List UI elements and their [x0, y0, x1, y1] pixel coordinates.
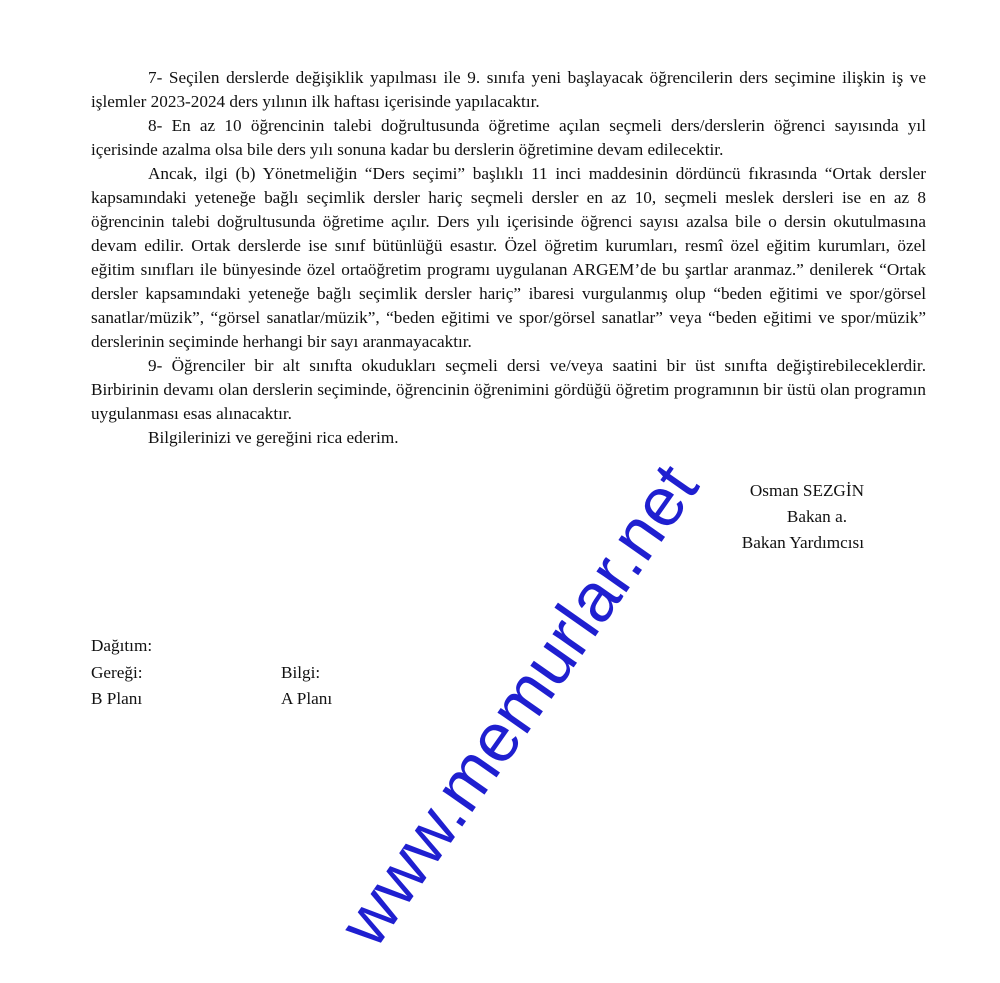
paragraph-8: 8- En az 10 öğrencinin talebi doğrultusunda öğretime açılan seçmeli ders/derslerin öğrenci sayısında yıl içerisinde azalma olsa bile ders yılı sonuna kadar bu derslerin öğretimine devam edilecektir.	[91, 116, 926, 159]
paragraph-9: 9- Öğrenciler bir alt sınıfta okudukları seçmeli dersi ve/veya saatini bir üst sınıfta değiştirebileceklerdir. Birbirinin devamı olan derslerin seçiminde, öğrencinin öğrenimini gördüğü öğretim programının bir üstü olan programın uygulanması esas alınacaktır.	[91, 356, 926, 423]
distribution-block	[91, 633, 491, 713]
signatory-name: Osman SEZGİN	[749, 481, 864, 500]
paragraph-8-continuation: Ancak, ilgi (b) Yönetmeliğin “Ders seçimi” başlıklı 11 inci maddesinin dördüncü fıkrasında “Ortak dersler kapsamındaki yeteneğe bağlı seçimlik dersler hariç seçmeli dersler en az 10, seçmeli meslek dersleri ise en az 8 öğrencinin talebi doğrultusunda öğretime açılır. Ders yılı içerisinde öğrenci sayısı azalsa bile o dersin okutulmasına devam edilir. Ortak derslerde ise sınıf bütünlüğü esastır. Özel öğretim kurumları, resmî özel eğitim kurumları, özel eğitim sınıfları ile bünyesinde özel ortaöğretim programı uygulanan ARGEM’de bu şartlar aranmaz.” denilerek “Ortak dersler kapsamındaki yeteneğe bağlı seçimlik dersler hariç” ibaresi vurgulanmış olup “beden eğitimi ve spor/görsel sanatlar/müzik”, “görsel sanatlar/müzik”, “beden eğitimi ve spor/görsel sanatlar” veya “beden eğitimi ve spor/müzik” derslerinin seçiminde herhangi bir sayı aranmayacaktır.	[91, 164, 926, 351]
signatory-title-on-behalf: Bakan a.	[786, 507, 847, 526]
signatory-title: Bakan Yardımcısı	[741, 533, 864, 552]
distribution-bilgi-value: A Planı	[281, 689, 333, 708]
distribution-gereği-value: B Planı	[91, 689, 143, 708]
signature-block	[742, 478, 864, 556]
document-body	[91, 66, 926, 450]
distribution-gereği-label: Gereği:	[91, 662, 143, 682]
paragraph-7: 7- Seçilen derslerde değişiklik yapılması ile 9. sınıfa yeni başlayacak öğrencilerin ders seçimine ilişkin iş ve işlemler 2023-2024 ders yılının ilk haftası içerisinde yapılacaktır.	[91, 68, 926, 111]
distribution-heading: Dağıtım:	[91, 636, 153, 655]
closing-line: Bilgilerinizi ve gereğini rica ederim.	[148, 428, 399, 447]
distribution-bilgi-label: Bilgi:	[281, 662, 321, 682]
watermark-text: www.memurlar.net	[324, 450, 713, 960]
